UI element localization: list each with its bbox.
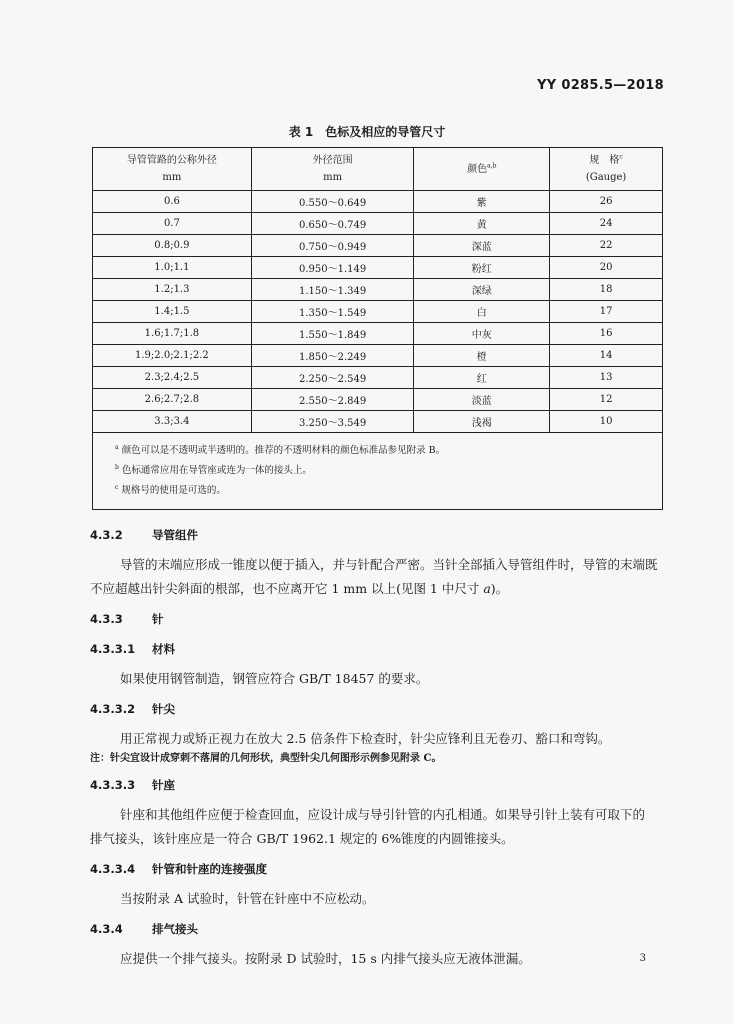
cell-nominal: 0.7 [93,213,252,235]
table-row [93,213,663,235]
cell-nominal: 1.6;1.7;1.8 [93,323,252,345]
document-code: YY 0285.5—2018 [537,78,664,93]
page-number: 3 [639,953,646,964]
heading-4-3-2: 4.3.2 导管组件 [90,528,198,542]
heading-4-3-3-4: 4.3.3.4 针管和针座的连接强度 [90,862,267,876]
cell-gauge: 22 [550,235,663,257]
para-4-3-2-line2: 不应超越出针尖斜面的根部，也不应离开它 1 mm 以上(见图 1 中尺寸 a)。 [90,581,509,596]
table-row [93,191,663,213]
cell-nominal: 2.3;2.4;2.5 [93,367,252,389]
cell-nominal: 3.3;3.4 [93,411,252,433]
header-gauge: 规 格$^c$ (Gauge) [550,148,663,191]
cell-gauge: 20 [550,257,663,279]
table-header-row [93,148,663,191]
footnotes-row [93,433,663,510]
table-row [93,367,663,389]
cell-range: 1.850～2.249 [251,345,414,367]
color-size-table [92,147,663,510]
footnote-b: $^b$ 色标通常应用在导管座或连为一体的接头上。 [115,463,312,476]
table-row [93,235,663,257]
table-body [93,191,663,433]
cell-color: 白 [414,301,550,323]
cell-range: 1.150～1.349 [251,279,414,301]
table-row [93,389,663,411]
cell-color: 紫 [414,191,550,213]
cell-range: 0.950～1.149 [251,257,414,279]
cell-gauge: 24 [550,213,663,235]
cell-range: 2.250～2.549 [251,367,414,389]
cell-color: 深蓝 [414,235,550,257]
table-footnotes [93,433,663,510]
cell-range: 0.550～0.649 [251,191,414,213]
cell-nominal: 2.6;2.7;2.8 [93,389,252,411]
cell-range: 2.550～2.849 [251,389,414,411]
heading-4-3-3-2: 4.3.3.2 针尖 [90,702,175,716]
cell-range: 3.250～3.549 [251,411,414,433]
cell-range: 0.750～0.949 [251,235,414,257]
cell-color: 黄 [414,213,550,235]
header-nominal-diameter: 导管管路的公称外径 mm [93,148,252,191]
para-4-3-3-1: 如果使用钢管制造，钢管应符合 GB/T 18457 的要求。 [120,671,429,686]
table-row [93,411,663,433]
body-content [90,525,670,971]
cell-nominal: 1.4;1.5 [93,301,252,323]
cell-color: 粉红 [414,257,550,279]
note-4-3-3-2: 注：针尖宜设计成穿刺不落屑的几何形状，典型针尖几何图形示例参见附录 C。 [90,753,442,764]
cell-gauge: 16 [550,323,663,345]
table-row [93,301,663,323]
cell-color: 橙 [414,345,550,367]
heading-4-3-3-1: 4.3.3.1 材料 [90,642,175,656]
cell-gauge: 18 [550,279,663,301]
cell-gauge: 13 [550,367,663,389]
para-4-3-3-3-line1: 针座和其他组件应便于检查回血，应设计成与导引针管的内孔相通。如果导引针上装有可取下的 [120,807,646,822]
cell-nominal: 1.0;1.1 [93,257,252,279]
cell-gauge: 26 [550,191,663,213]
header-color: 颜色$^{a,b}$ [414,148,550,191]
para-4-3-2-line1: 导管的末端应形成一锥度以便于插入，并与针配合严密。当针全部插入导管组件时，导管的末端既 [120,557,658,572]
table-title: 表 1 色标及相应的导管尺寸 [288,125,446,139]
cell-gauge: 10 [550,411,663,433]
table-row [93,345,663,367]
cell-nominal: 1.9;2.0;2.1;2.2 [93,345,252,367]
cell-color: 中灰 [414,323,550,345]
cell-color: 红 [414,367,550,389]
table-row [93,323,663,345]
para-4-3-3-2: 用正常视力或矫正视力在放大 2.5 倍条件下检查时，针尖应锋利且无卷刃、豁口和弯钩。 [120,731,611,746]
header-diameter-range: 外径范围 mm [251,148,414,191]
cell-gauge: 12 [550,389,663,411]
heading-4-3-3-3: 4.3.3.3 针座 [90,778,175,792]
heading-4-3-3: 4.3.3 针 [90,612,164,626]
cell-color: 淡蓝 [414,389,550,411]
cell-nominal: 0.8;0.9 [93,235,252,257]
cell-nominal: 0.6 [93,191,252,213]
para-4-3-3-4: 当按附录 A 试验时，针管在针座中不应松动。 [120,891,375,906]
cell-range: 1.550～1.849 [251,323,414,345]
table-row [93,279,663,301]
cell-color: 深绿 [414,279,550,301]
para-4-3-3-3-line2: 排气接头，该针座应是一符合 GB/T 1962.1 规定的 6%锥度的内圆锥接头。 [90,831,514,846]
cell-nominal: 1.2;1.3 [93,279,252,301]
para-4-3-4: 应提供一个排气接头。按附录 D 试验时，15 s 内排气接头应无液体泄漏。 [120,951,531,966]
footnote-c: $^c$ 规格号的使用是可选的。 [115,483,226,496]
table-row [93,257,663,279]
footnote-a: $^a$ 颜色可以是不透明或半透明的。推荐的不透明材料的颜色标准品参见附录 B。 [115,443,446,456]
cell-range: 1.350～1.549 [251,301,414,323]
cell-gauge: 17 [550,301,663,323]
cell-gauge: 14 [550,345,663,367]
cell-range: 0.650～0.749 [251,213,414,235]
heading-4-3-4: 4.3.4 排气接头 [90,922,198,936]
cell-color: 浅褐 [414,411,550,433]
